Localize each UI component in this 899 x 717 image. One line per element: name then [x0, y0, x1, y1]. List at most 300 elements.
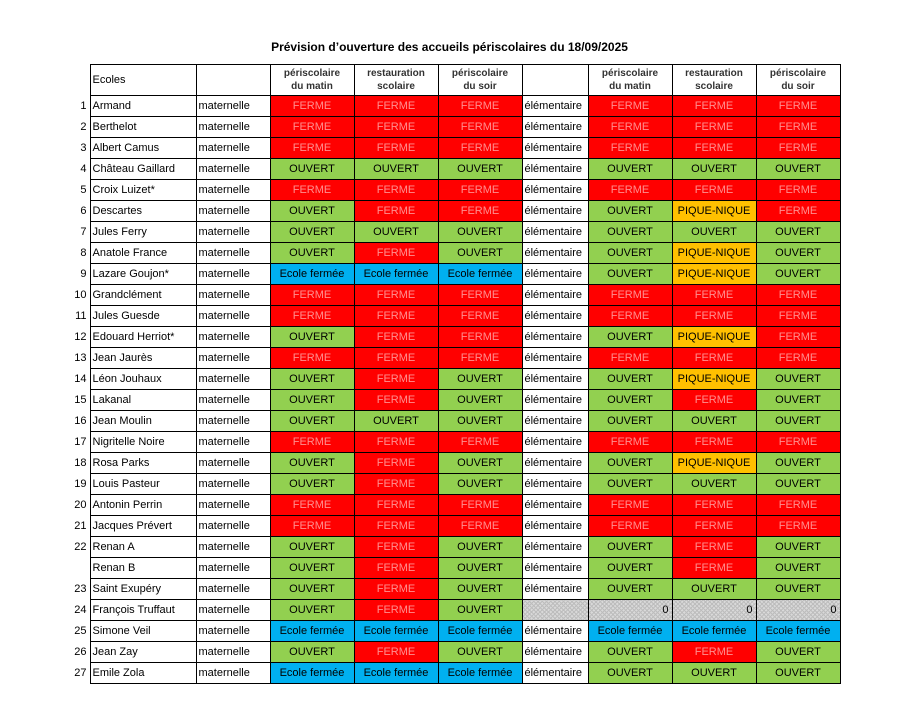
row-number: 25 [74, 625, 87, 637]
status-elementaire-matin: FERME [588, 306, 672, 327]
status-elementaire-matin: FERME [588, 180, 672, 201]
level-elementaire: élémentaire [522, 201, 588, 222]
level-maternelle: maternelle [196, 285, 270, 306]
status-elementaire-matin: OUVERT [588, 411, 672, 432]
status-elementaire-soir: OUVERT [756, 474, 840, 495]
school-name: Lakanal [90, 390, 196, 411]
status-elementaire-soir: OUVERT [756, 579, 840, 600]
level-elementaire: élémentaire [522, 117, 588, 138]
status-maternelle-restauration: FERME [354, 558, 438, 579]
school-name: Jean Moulin [90, 411, 196, 432]
level-elementaire: élémentaire [522, 516, 588, 537]
table-row [66, 201, 840, 222]
status-maternelle-restauration: FERME [354, 579, 438, 600]
schedule-table [66, 64, 841, 684]
school-name: Grandclément [90, 285, 196, 306]
status-maternelle-matin: FERME [270, 348, 354, 369]
status-elementaire-matin: OUVERT [588, 663, 672, 684]
status-elementaire-matin: FERME [588, 96, 672, 117]
row-number: 6 [80, 205, 87, 217]
school-name: Saint Exupéry [90, 579, 196, 600]
status-elementaire-restauration: FERME [672, 495, 756, 516]
table-row [66, 159, 840, 180]
status-elementaire-soir: OUVERT [756, 159, 840, 180]
status-elementaire-soir: 0 [756, 600, 840, 621]
status-maternelle-soir: FERME [438, 285, 522, 306]
status-maternelle-soir: FERME [438, 117, 522, 138]
status-elementaire-restauration: PIQUE-NIQUE [672, 369, 756, 390]
status-maternelle-matin: OUVERT [270, 222, 354, 243]
school-name: Simone Veil [90, 621, 196, 642]
level-elementaire: élémentaire [522, 180, 588, 201]
status-elementaire-soir: FERME [756, 285, 840, 306]
school-name: Renan B [90, 558, 196, 579]
level-maternelle: maternelle [196, 432, 270, 453]
status-maternelle-matin: OUVERT [270, 201, 354, 222]
level-maternelle: maternelle [196, 600, 270, 621]
status-maternelle-restauration: FERME [354, 390, 438, 411]
table-row [66, 621, 840, 642]
row-number: 26 [74, 646, 87, 658]
school-name: Descartes [90, 201, 196, 222]
row-number: 19 [74, 478, 87, 490]
level-elementaire: élémentaire [522, 222, 588, 243]
status-maternelle-matin: Ecole fermée [270, 621, 354, 642]
status-maternelle-soir: FERME [438, 180, 522, 201]
status-elementaire-matin: OUVERT [588, 390, 672, 411]
status-elementaire-soir: FERME [756, 306, 840, 327]
table-row [66, 453, 840, 474]
level-maternelle: maternelle [196, 390, 270, 411]
status-maternelle-matin: FERME [270, 516, 354, 537]
level-maternelle: maternelle [196, 159, 270, 180]
status-maternelle-matin: OUVERT [270, 474, 354, 495]
status-elementaire-matin: Ecole fermée [588, 621, 672, 642]
school-name: Nigritelle Noire [90, 432, 196, 453]
table-header-row [66, 65, 840, 96]
level-maternelle: maternelle [196, 453, 270, 474]
table-row [66, 348, 840, 369]
status-elementaire-matin: OUVERT [588, 369, 672, 390]
level-elementaire: élémentaire [522, 453, 588, 474]
status-elementaire-restauration: FERME [672, 558, 756, 579]
status-maternelle-restauration: FERME [354, 138, 438, 159]
header-ecoles: Ecoles [90, 65, 196, 96]
status-maternelle-matin: FERME [270, 138, 354, 159]
level-maternelle: maternelle [196, 117, 270, 138]
status-maternelle-soir: OUVERT [438, 474, 522, 495]
status-maternelle-matin: FERME [270, 432, 354, 453]
status-elementaire-restauration: OUVERT [672, 411, 756, 432]
row-number: 4 [80, 163, 87, 175]
status-maternelle-soir: OUVERT [438, 600, 522, 621]
status-maternelle-restauration: FERME [354, 201, 438, 222]
status-maternelle-soir: Ecole fermée [438, 663, 522, 684]
header-mat-matin: périscolaire du matin [270, 65, 354, 96]
status-elementaire-matin: OUVERT [588, 201, 672, 222]
status-maternelle-restauration: FERME [354, 516, 438, 537]
status-maternelle-restauration: FERME [354, 306, 438, 327]
status-maternelle-restauration: FERME [354, 642, 438, 663]
level-elementaire: élémentaire [522, 243, 588, 264]
level-maternelle: maternelle [196, 348, 270, 369]
status-maternelle-soir: OUVERT [438, 537, 522, 558]
status-elementaire-restauration: OUVERT [672, 159, 756, 180]
header-num-cell [66, 65, 90, 96]
status-maternelle-restauration: FERME [354, 432, 438, 453]
level-elementaire: élémentaire [522, 642, 588, 663]
status-maternelle-matin: OUVERT [270, 159, 354, 180]
status-maternelle-soir: OUVERT [438, 159, 522, 180]
level-maternelle: maternelle [196, 243, 270, 264]
status-elementaire-restauration: FERME [672, 348, 756, 369]
status-elementaire-soir: FERME [756, 432, 840, 453]
level-maternelle: maternelle [196, 264, 270, 285]
status-elementaire-soir: OUVERT [756, 369, 840, 390]
status-maternelle-soir: Ecole fermée [438, 621, 522, 642]
level-maternelle: maternelle [196, 222, 270, 243]
level-maternelle: maternelle [196, 495, 270, 516]
status-maternelle-soir: FERME [438, 516, 522, 537]
status-elementaire-restauration: PIQUE-NIQUE [672, 264, 756, 285]
status-elementaire-matin: FERME [588, 516, 672, 537]
table-row [66, 432, 840, 453]
status-maternelle-restauration: FERME [354, 285, 438, 306]
status-elementaire-matin: OUVERT [588, 264, 672, 285]
status-elementaire-restauration: PIQUE-NIQUE [672, 243, 756, 264]
status-maternelle-matin: FERME [270, 180, 354, 201]
status-maternelle-soir: OUVERT [438, 222, 522, 243]
status-maternelle-restauration: Ecole fermée [354, 264, 438, 285]
status-elementaire-soir: OUVERT [756, 642, 840, 663]
table-row [66, 474, 840, 495]
status-maternelle-matin: OUVERT [270, 411, 354, 432]
school-name: Armand [90, 96, 196, 117]
row-number: 24 [74, 604, 87, 616]
row-number [66, 558, 90, 579]
level-elementaire: élémentaire [522, 348, 588, 369]
table-row [66, 369, 840, 390]
table-body [66, 65, 840, 684]
level-elementaire: élémentaire [522, 138, 588, 159]
status-maternelle-restauration: OUVERT [354, 411, 438, 432]
school-name: François Truffaut [90, 600, 196, 621]
level-maternelle: maternelle [196, 537, 270, 558]
status-maternelle-matin: Ecole fermée [270, 663, 354, 684]
status-maternelle-restauration: FERME [354, 117, 438, 138]
table-row [66, 642, 840, 663]
status-maternelle-soir: FERME [438, 138, 522, 159]
status-maternelle-matin: OUVERT [270, 579, 354, 600]
status-elementaire-matin: OUVERT [588, 558, 672, 579]
table-row [66, 117, 840, 138]
table-row [66, 180, 840, 201]
table-row [66, 663, 840, 684]
level-elementaire: élémentaire [522, 495, 588, 516]
header-mat-restauration: restauration scolaire [354, 65, 438, 96]
table-row [66, 558, 840, 579]
row-number: 17 [74, 436, 87, 448]
status-maternelle-matin: OUVERT [270, 600, 354, 621]
status-elementaire-restauration: FERME [672, 642, 756, 663]
status-maternelle-soir: OUVERT [438, 642, 522, 663]
header-level [196, 65, 270, 96]
row-number: 14 [74, 373, 87, 385]
status-elementaire-matin: FERME [588, 285, 672, 306]
row-number: 1 [80, 100, 87, 112]
level-elementaire: élémentaire [522, 369, 588, 390]
level-elementaire: élémentaire [522, 558, 588, 579]
status-elementaire-restauration: FERME [672, 180, 756, 201]
status-elementaire-soir: OUVERT [756, 222, 840, 243]
row-number: 2 [80, 121, 87, 133]
school-name: Croix Luizet* [90, 180, 196, 201]
status-elementaire-restauration: OUVERT [672, 474, 756, 495]
level-elementaire: élémentaire [522, 390, 588, 411]
status-elementaire-soir: FERME [756, 327, 840, 348]
status-elementaire-matin: OUVERT [588, 327, 672, 348]
status-maternelle-soir: OUVERT [438, 390, 522, 411]
status-elementaire-soir: FERME [756, 495, 840, 516]
level-maternelle: maternelle [196, 180, 270, 201]
status-elementaire-matin: FERME [588, 348, 672, 369]
status-elementaire-matin: OUVERT [588, 222, 672, 243]
school-name: Château Gaillard [90, 159, 196, 180]
level-elementaire: élémentaire [522, 96, 588, 117]
status-elementaire-soir: Ecole fermée [756, 621, 840, 642]
status-maternelle-soir: OUVERT [438, 369, 522, 390]
status-elementaire-restauration: FERME [672, 537, 756, 558]
school-name: Anatole France [90, 243, 196, 264]
level-elementaire: élémentaire [522, 327, 588, 348]
table-row [66, 579, 840, 600]
school-name: Edouard Herriot* [90, 327, 196, 348]
table-row [66, 411, 840, 432]
status-maternelle-matin: FERME [270, 285, 354, 306]
level-maternelle: maternelle [196, 138, 270, 159]
level-elementaire: élémentaire [522, 663, 588, 684]
status-elementaire-soir: OUVERT [756, 411, 840, 432]
status-maternelle-matin: OUVERT [270, 243, 354, 264]
table-row [66, 537, 840, 558]
status-elementaire-restauration: FERME [672, 432, 756, 453]
level-elementaire: élémentaire [522, 432, 588, 453]
school-name: Antonin Perrin [90, 495, 196, 516]
status-maternelle-matin: Ecole fermée [270, 264, 354, 285]
level-elementaire: élémentaire [522, 411, 588, 432]
school-name: Jean Zay [90, 642, 196, 663]
status-elementaire-restauration: OUVERT [672, 222, 756, 243]
status-elementaire-soir: FERME [756, 96, 840, 117]
row-number: 22 [74, 541, 87, 553]
level-elementaire: élémentaire [522, 579, 588, 600]
status-elementaire-matin: OUVERT [588, 642, 672, 663]
table-row [66, 306, 840, 327]
status-elementaire-restauration: PIQUE-NIQUE [672, 201, 756, 222]
status-maternelle-matin: OUVERT [270, 453, 354, 474]
status-maternelle-matin: FERME [270, 117, 354, 138]
level-maternelle: maternelle [196, 663, 270, 684]
level-elementaire: élémentaire [522, 159, 588, 180]
status-maternelle-restauration: FERME [354, 474, 438, 495]
level-maternelle: maternelle [196, 516, 270, 537]
status-maternelle-restauration: FERME [354, 243, 438, 264]
table-row [66, 390, 840, 411]
level-elementaire: élémentaire [522, 264, 588, 285]
status-elementaire-matin: FERME [588, 117, 672, 138]
level-elementaire: élémentaire [522, 537, 588, 558]
status-maternelle-soir: OUVERT [438, 579, 522, 600]
status-maternelle-restauration: FERME [354, 348, 438, 369]
status-elementaire-matin: OUVERT [588, 243, 672, 264]
status-maternelle-soir: FERME [438, 348, 522, 369]
school-name: Rosa Parks [90, 453, 196, 474]
status-maternelle-restauration: Ecole fermée [354, 663, 438, 684]
status-elementaire-soir: FERME [756, 348, 840, 369]
status-maternelle-matin: OUVERT [270, 390, 354, 411]
status-maternelle-soir: FERME [438, 495, 522, 516]
row-number: 18 [74, 457, 87, 469]
level-maternelle: maternelle [196, 642, 270, 663]
status-maternelle-matin: OUVERT [270, 537, 354, 558]
school-name: Albert Camus [90, 138, 196, 159]
level-elementaire: élémentaire [522, 474, 588, 495]
status-maternelle-soir: OUVERT [438, 243, 522, 264]
row-number: 11 [75, 310, 87, 322]
page-title: Prévision d’ouverture des accueils périscolaires du 18/09/2025 [271, 40, 628, 54]
status-maternelle-matin: OUVERT [270, 558, 354, 579]
status-maternelle-restauration: OUVERT [354, 222, 438, 243]
status-maternelle-restauration: FERME [354, 495, 438, 516]
table-row [66, 243, 840, 264]
level-maternelle: maternelle [196, 474, 270, 495]
level-maternelle: maternelle [196, 411, 270, 432]
row-number: 21 [74, 520, 87, 532]
status-maternelle-restauration: FERME [354, 537, 438, 558]
status-maternelle-restauration: OUVERT [354, 159, 438, 180]
school-name: Renan A [90, 537, 196, 558]
status-elementaire-soir: OUVERT [756, 558, 840, 579]
table-row [66, 264, 840, 285]
table-row [66, 516, 840, 537]
table-row [66, 285, 840, 306]
status-elementaire-restauration: Ecole fermée [672, 621, 756, 642]
status-elementaire-soir: FERME [756, 201, 840, 222]
status-elementaire-restauration: FERME [672, 96, 756, 117]
status-maternelle-restauration: FERME [354, 369, 438, 390]
level-maternelle: maternelle [196, 369, 270, 390]
status-elementaire-restauration: FERME [672, 285, 756, 306]
status-maternelle-soir: Ecole fermée [438, 264, 522, 285]
status-elementaire-matin: OUVERT [588, 537, 672, 558]
status-elementaire-matin: 0 [588, 600, 672, 621]
status-elementaire-soir: OUVERT [756, 663, 840, 684]
school-name: Emile Zola [90, 663, 196, 684]
row-number: 5 [80, 184, 87, 196]
row-number: 10 [74, 289, 87, 301]
status-maternelle-restauration: FERME [354, 180, 438, 201]
status-elementaire-matin: FERME [588, 432, 672, 453]
school-name: Jules Guesde [90, 306, 196, 327]
status-elementaire-restauration: PIQUE-NIQUE [672, 327, 756, 348]
status-elementaire-matin: OUVERT [588, 159, 672, 180]
table-row [66, 600, 840, 621]
row-number: 20 [74, 499, 87, 511]
level-maternelle: maternelle [196, 579, 270, 600]
status-elementaire-matin: FERME [588, 495, 672, 516]
status-maternelle-matin: OUVERT [270, 327, 354, 348]
status-elementaire-soir: FERME [756, 117, 840, 138]
level-elementaire: élémentaire [522, 621, 588, 642]
status-elementaire-soir: FERME [756, 138, 840, 159]
status-maternelle-soir: FERME [438, 306, 522, 327]
status-elementaire-soir: FERME [756, 180, 840, 201]
status-maternelle-matin: FERME [270, 96, 354, 117]
status-elementaire-soir: OUVERT [756, 390, 840, 411]
status-maternelle-soir: OUVERT [438, 411, 522, 432]
row-number: 8 [80, 247, 87, 259]
level-elementaire [522, 600, 588, 621]
row-number: 3 [80, 142, 87, 154]
status-maternelle-soir: FERME [438, 432, 522, 453]
level-maternelle: maternelle [196, 201, 270, 222]
table-row [66, 327, 840, 348]
status-elementaire-restauration: FERME [672, 516, 756, 537]
status-elementaire-restauration: PIQUE-NIQUE [672, 453, 756, 474]
status-elementaire-soir: OUVERT [756, 453, 840, 474]
table-row [66, 138, 840, 159]
status-maternelle-restauration: FERME [354, 600, 438, 621]
level-maternelle: maternelle [196, 327, 270, 348]
status-elementaire-soir: FERME [756, 516, 840, 537]
status-maternelle-restauration: FERME [354, 96, 438, 117]
school-name: Jean Jaurès [90, 348, 196, 369]
row-number: 12 [74, 331, 87, 343]
status-elementaire-soir: OUVERT [756, 537, 840, 558]
status-elementaire-matin: OUVERT [588, 579, 672, 600]
header-elem-matin: périscolaire du matin [588, 65, 672, 96]
level-maternelle: maternelle [196, 96, 270, 117]
status-maternelle-matin: OUVERT [270, 369, 354, 390]
row-number: 23 [74, 583, 87, 595]
school-name: Berthelot [90, 117, 196, 138]
status-elementaire-restauration: FERME [672, 138, 756, 159]
row-number: 15 [74, 394, 87, 406]
school-name: Louis Pasteur [90, 474, 196, 495]
table-row [66, 96, 840, 117]
school-name: Lazare Goujon* [90, 264, 196, 285]
status-maternelle-soir: OUVERT [438, 558, 522, 579]
level-elementaire: élémentaire [522, 306, 588, 327]
table-row [66, 222, 840, 243]
row-number: 7 [80, 226, 87, 238]
status-maternelle-restauration: FERME [354, 327, 438, 348]
status-maternelle-soir: OUVERT [438, 453, 522, 474]
status-elementaire-restauration: FERME [672, 390, 756, 411]
status-elementaire-soir: OUVERT [756, 264, 840, 285]
row-number: 27 [74, 667, 87, 679]
status-elementaire-restauration: FERME [672, 306, 756, 327]
row-number: 9 [80, 268, 87, 280]
level-maternelle: maternelle [196, 306, 270, 327]
header-level-elementaire [522, 65, 588, 96]
level-maternelle: maternelle [196, 621, 270, 642]
table-row [66, 495, 840, 516]
status-elementaire-restauration: FERME [672, 117, 756, 138]
row-number: 13 [74, 352, 87, 364]
level-elementaire: élémentaire [522, 285, 588, 306]
status-elementaire-matin: OUVERT [588, 474, 672, 495]
